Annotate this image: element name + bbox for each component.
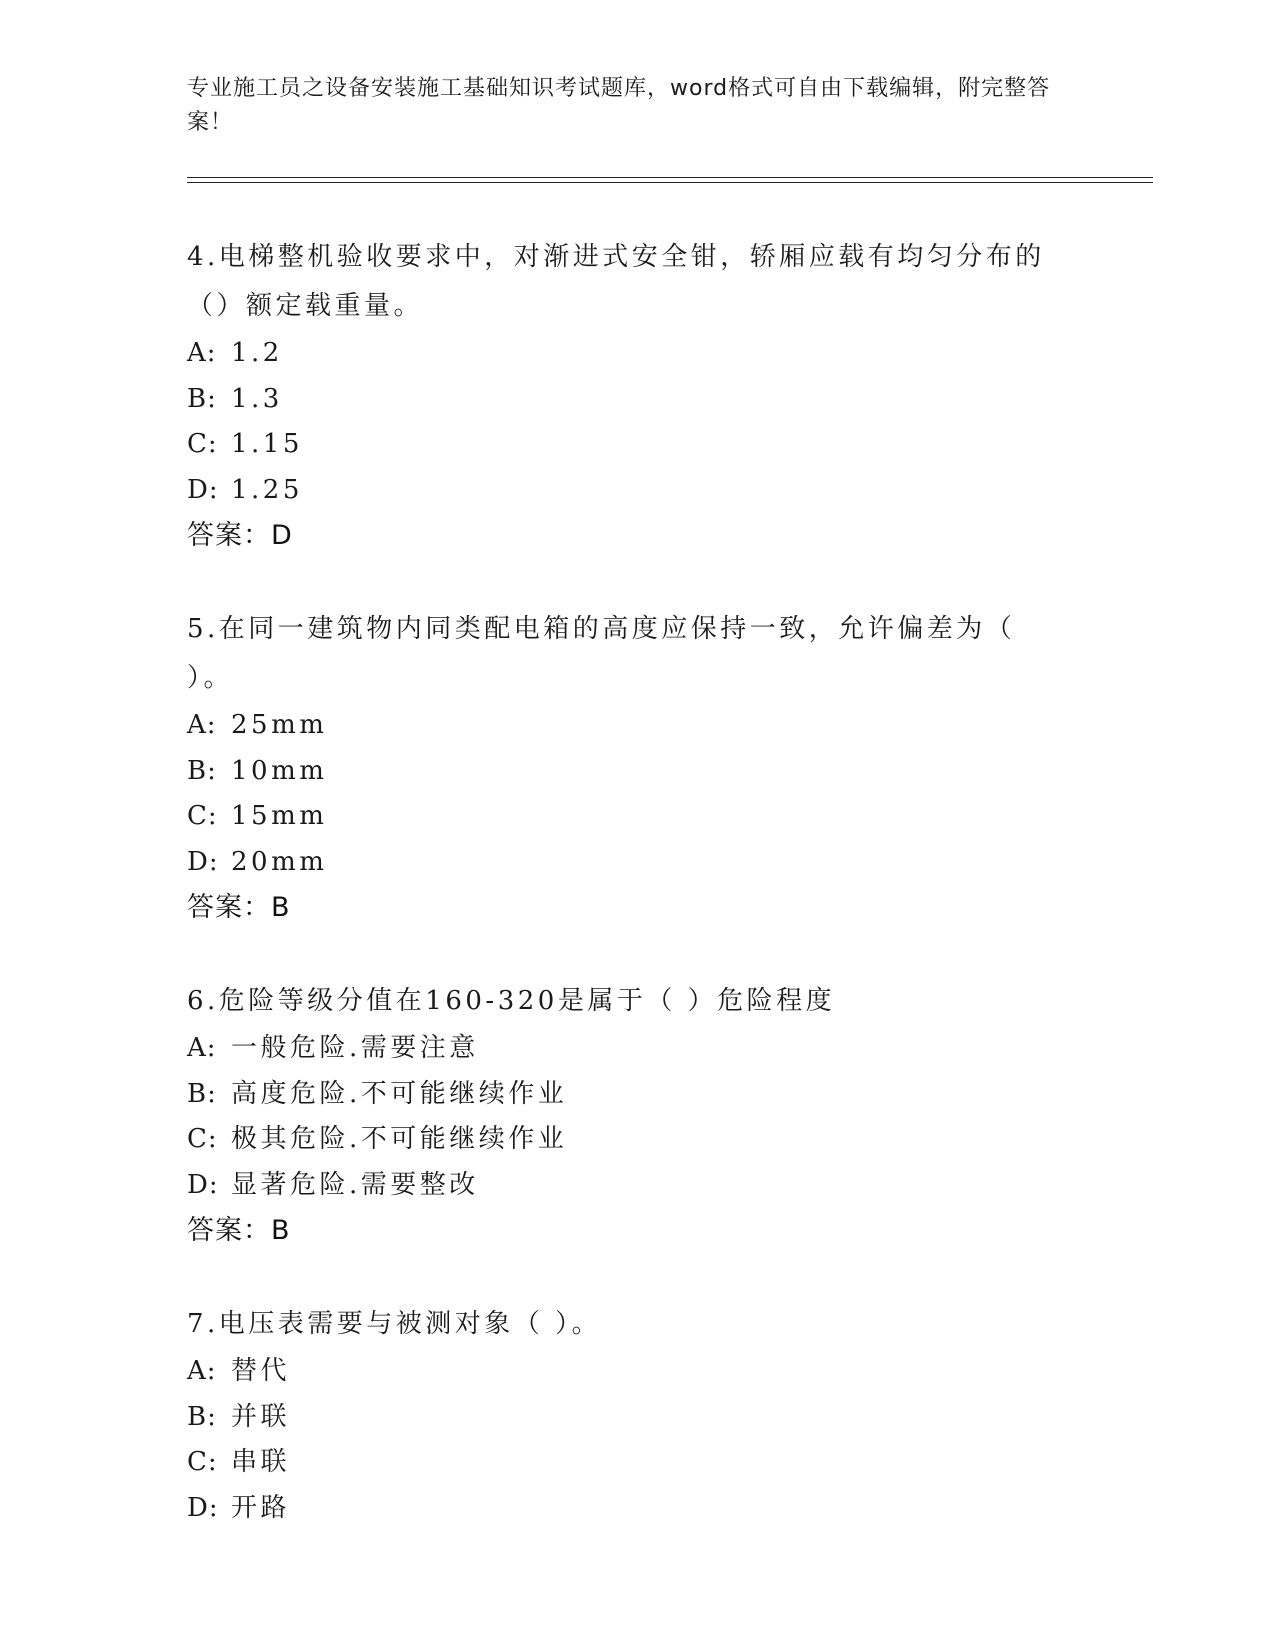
option-b	[187, 377, 1067, 423]
answer-text: 答案：B	[187, 1215, 291, 1246]
question-list	[187, 233, 1067, 1578]
option-letter: A:	[187, 1033, 217, 1063]
option-b	[187, 1395, 1067, 1441]
question-text: 7.电压表需要与被测对象（ ）。	[187, 1309, 602, 1339]
option-d	[187, 1163, 1067, 1209]
option-text: 串联	[231, 1447, 291, 1477]
question-5	[187, 605, 1067, 930]
option-text: 极其危险.不可能继续作业	[231, 1124, 568, 1154]
answer-text: 答案：B	[187, 892, 291, 923]
option-text: 15mm	[231, 801, 328, 831]
question-text: 5.在同一建筑物内同类配电箱的高度应保持一致，允许偏差为（ ）。	[187, 614, 1016, 693]
option-letter: C:	[187, 1124, 218, 1154]
header-rule-bottom	[187, 182, 1153, 183]
option-c	[187, 1440, 1067, 1486]
option-b	[187, 1072, 1067, 1118]
option-letter: B:	[187, 1078, 217, 1109]
option-letter: B:	[187, 1401, 217, 1432]
option-letter: C:	[187, 429, 218, 459]
option-a	[187, 703, 1067, 749]
question-6	[187, 977, 1067, 1253]
option-letter: B:	[187, 755, 217, 786]
option-letter: D:	[187, 846, 219, 877]
option-a	[187, 1349, 1067, 1395]
option-a	[187, 1026, 1067, 1072]
option-letter: B:	[187, 383, 217, 414]
option-letter: C:	[187, 1447, 218, 1477]
question-4	[187, 233, 1067, 558]
option-d	[187, 468, 1067, 514]
option-text: 1.25	[231, 474, 303, 505]
option-text: 替代	[231, 1356, 291, 1386]
question-text: 6.危险等级分值在160-320是属于（ ）危险程度	[187, 986, 836, 1016]
question-text: 4.电梯整机验收要求中，对渐进式安全钳，轿厢应载有均匀分布的（）额定载重量。	[187, 242, 1045, 321]
option-letter: A:	[187, 710, 217, 740]
option-c	[187, 422, 1067, 468]
option-c	[187, 1117, 1067, 1163]
answer-text: 答案：D	[187, 520, 293, 551]
option-d	[187, 840, 1067, 886]
option-text: 开路	[231, 1492, 291, 1523]
option-text: 一般危险.需要注意	[231, 1033, 479, 1063]
option-text: 10mm	[231, 755, 328, 786]
option-text: 20mm	[231, 846, 328, 877]
option-text: 25mm	[231, 710, 328, 740]
option-text: 并联	[231, 1401, 291, 1432]
option-letter: A:	[187, 1356, 217, 1386]
option-d	[187, 1486, 1067, 1532]
question-7	[187, 1300, 1067, 1531]
header-rule-top	[187, 177, 1153, 178]
option-letter: D:	[187, 1492, 219, 1523]
option-text: 1.2	[231, 338, 283, 368]
option-letter: D:	[187, 1169, 219, 1200]
option-letter: A:	[187, 338, 217, 368]
option-text: 1.3	[231, 383, 283, 414]
option-letter: C:	[187, 801, 218, 831]
option-c	[187, 794, 1067, 840]
option-b	[187, 749, 1067, 795]
option-text: 高度危险.不可能继续作业	[231, 1078, 568, 1109]
option-text: 显著危险.需要整改	[231, 1169, 479, 1200]
option-text: 1.15	[231, 429, 303, 459]
document-header: 专业施工员之设备安装施工基础知识考试题库，word格式可自由下载编辑，附完整答案！	[187, 76, 1051, 135]
option-letter: D:	[187, 474, 219, 505]
option-a	[187, 331, 1067, 377]
